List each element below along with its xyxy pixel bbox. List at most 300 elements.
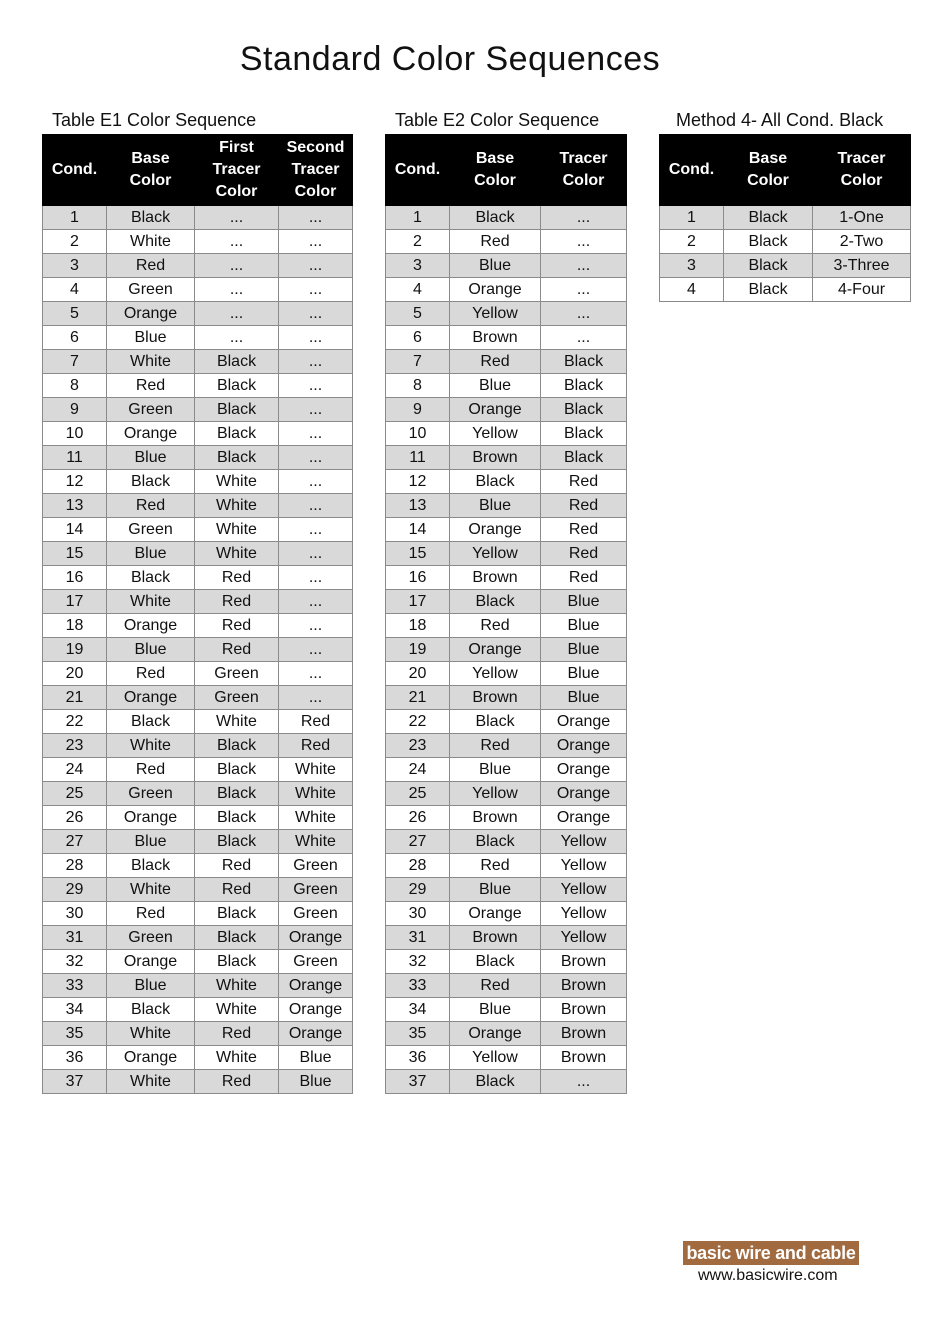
table-row: [43, 278, 353, 302]
table-cell: Green: [279, 878, 353, 902]
table-row: [43, 470, 353, 494]
table-cell: 22: [43, 710, 107, 734]
table-cell: ...: [279, 590, 353, 614]
table-cell: Red: [195, 1070, 279, 1094]
table-cell: Blue: [279, 1070, 353, 1094]
table-cell: Red: [450, 734, 541, 758]
table-cell: Blue: [541, 638, 627, 662]
table-cell: Blue: [450, 374, 541, 398]
table-e1-caption: Table E1 Color Sequence: [52, 110, 257, 130]
table-cell: 34: [43, 998, 107, 1022]
table-cell: 11: [386, 446, 450, 470]
table-cell: ...: [195, 254, 279, 278]
table-cell: Black: [724, 230, 813, 254]
table-cell: Blue: [541, 590, 627, 614]
table-cell: Black: [107, 710, 195, 734]
table-cell: Blue: [107, 974, 195, 998]
table-cell: Black: [541, 446, 627, 470]
table-cell: Black: [450, 1070, 541, 1094]
table-cell: ...: [195, 302, 279, 326]
table-cell: 26: [43, 806, 107, 830]
table-cell: ...: [279, 566, 353, 590]
table-cell: ...: [279, 230, 353, 254]
table-row: [43, 518, 353, 542]
table-cell: ...: [279, 278, 353, 302]
column-header: Second Tracer Color: [279, 135, 353, 206]
table-cell: Red: [541, 518, 627, 542]
table-row: [386, 326, 627, 350]
table-cell: 20: [43, 662, 107, 686]
table-cell: 14: [43, 518, 107, 542]
table-cell: ...: [279, 302, 353, 326]
table-cell: White: [279, 782, 353, 806]
table-cell: 9: [43, 398, 107, 422]
table-cell: Blue: [541, 686, 627, 710]
table-row: [386, 446, 627, 470]
table-row: [43, 638, 353, 662]
table-cell: Black: [195, 902, 279, 926]
table-cell: ...: [541, 206, 627, 230]
header-row: [386, 135, 627, 206]
table-cell: Blue: [279, 1046, 353, 1070]
table-cell: 12: [43, 470, 107, 494]
table-cell: Blue: [107, 638, 195, 662]
table-cell: Black: [450, 830, 541, 854]
table-row: [43, 566, 353, 590]
table-cell: 9: [386, 398, 450, 422]
table-cell: Black: [107, 566, 195, 590]
table-cell: White: [195, 542, 279, 566]
table-row: [43, 1022, 353, 1046]
table-row: [386, 902, 627, 926]
table-row: [386, 590, 627, 614]
table-cell: 28: [386, 854, 450, 878]
table-cell: Red: [107, 254, 195, 278]
table-cell: White: [195, 974, 279, 998]
table-cell: 33: [386, 974, 450, 998]
table-cell: ...: [279, 662, 353, 686]
table-cell: Orange: [279, 1022, 353, 1046]
table-cell: 4: [386, 278, 450, 302]
table-cell: ...: [279, 494, 353, 518]
table-row: [386, 230, 627, 254]
table-cell: 3: [386, 254, 450, 278]
table-cell: Red: [279, 710, 353, 734]
column-header: Cond.: [660, 135, 724, 206]
table-cell: Black: [107, 206, 195, 230]
table-row: [43, 374, 353, 398]
table-e1: [42, 134, 353, 1094]
table-cell: 35: [386, 1022, 450, 1046]
table-cell: ...: [279, 446, 353, 470]
table-row: [660, 254, 911, 278]
table-row: [43, 758, 353, 782]
table-cell: Black: [195, 398, 279, 422]
table-cell: White: [279, 806, 353, 830]
table-e2: [385, 134, 627, 1094]
table-cell: Green: [279, 950, 353, 974]
table-cell: 24: [386, 758, 450, 782]
table-cell: Black: [195, 734, 279, 758]
table-cell: Red: [195, 566, 279, 590]
table-row: [43, 1046, 353, 1070]
table-row: [386, 278, 627, 302]
table-cell: Red: [195, 638, 279, 662]
table-cell: Black: [195, 806, 279, 830]
table-row: [43, 302, 353, 326]
table-cell: Orange: [107, 614, 195, 638]
table-cell: White: [195, 494, 279, 518]
table-row: [386, 518, 627, 542]
table-cell: 7: [43, 350, 107, 374]
table-row: [386, 302, 627, 326]
table-cell: ...: [279, 518, 353, 542]
table-cell: White: [107, 590, 195, 614]
table-row: [660, 278, 911, 302]
table-cell: White: [195, 470, 279, 494]
table-cell: Brown: [541, 974, 627, 998]
table-cell: White: [107, 1070, 195, 1094]
table-cell: Orange: [107, 806, 195, 830]
table-cell: Red: [450, 854, 541, 878]
table-cell: ...: [279, 638, 353, 662]
table-cell: Orange: [541, 758, 627, 782]
table-cell: Orange: [279, 998, 353, 1022]
table-cell: Blue: [107, 542, 195, 566]
table-row: [386, 566, 627, 590]
table-cell: Red: [195, 1022, 279, 1046]
table-cell: ...: [195, 206, 279, 230]
table-cell: 25: [43, 782, 107, 806]
table-cell: Black: [107, 470, 195, 494]
table-cell: Orange: [279, 926, 353, 950]
table-cell: 17: [43, 590, 107, 614]
column-header: Base Color: [724, 135, 813, 206]
table-cell: 7: [386, 350, 450, 374]
table-row: [43, 998, 353, 1022]
table-cell: Blue: [450, 494, 541, 518]
table-row: [386, 782, 627, 806]
table-cell: Black: [107, 998, 195, 1022]
column-header: Base Color: [450, 135, 541, 206]
table-cell: ...: [279, 470, 353, 494]
table-cell: 15: [386, 542, 450, 566]
brand-logo: basic wire and cable: [683, 1241, 859, 1265]
table-cell: 29: [386, 878, 450, 902]
table-cell: Black: [195, 446, 279, 470]
table-cell: Black: [724, 278, 813, 302]
table-cell: Orange: [541, 710, 627, 734]
header-row: [660, 135, 911, 206]
table-cell: 6: [386, 326, 450, 350]
table-row: [43, 806, 353, 830]
table-cell: Orange: [450, 1022, 541, 1046]
table-cell: 31: [386, 926, 450, 950]
method4-caption: Method 4- All Cond. Black: [676, 110, 884, 130]
table-cell: ...: [541, 302, 627, 326]
table-cell: Blue: [107, 830, 195, 854]
table-cell: Green: [107, 278, 195, 302]
table-row: [43, 326, 353, 350]
table-cell: White: [107, 230, 195, 254]
table-cell: 17: [386, 590, 450, 614]
table-cell: Yellow: [450, 302, 541, 326]
table-row: [386, 686, 627, 710]
table-row: [386, 374, 627, 398]
table-cell: 28: [43, 854, 107, 878]
table-cell: Black: [450, 950, 541, 974]
table-cell: 21: [43, 686, 107, 710]
table-row: [386, 758, 627, 782]
table-row: [43, 254, 353, 278]
website-url[interactable]: www.basicwire.com: [698, 1267, 838, 1284]
table-cell: Orange: [450, 278, 541, 302]
table-cell: 23: [386, 734, 450, 758]
table-cell: White: [195, 710, 279, 734]
table-row: [43, 614, 353, 638]
table-cell: Red: [107, 902, 195, 926]
column-header: Tracer Color: [541, 135, 627, 206]
table-cell: 4: [660, 278, 724, 302]
table-row: [386, 734, 627, 758]
table-cell: Brown: [541, 950, 627, 974]
table-cell: 13: [43, 494, 107, 518]
table-cell: 35: [43, 1022, 107, 1046]
table-row: [43, 974, 353, 998]
table-cell: Red: [195, 614, 279, 638]
table-cell: Orange: [450, 902, 541, 926]
table-row: [386, 470, 627, 494]
table-method4: [659, 134, 911, 302]
table-cell: Brown: [450, 806, 541, 830]
table-cell: Orange: [450, 638, 541, 662]
table-cell: 4: [43, 278, 107, 302]
table-cell: Blue: [541, 614, 627, 638]
table-cell: 36: [386, 1046, 450, 1070]
table-cell: Blue: [450, 878, 541, 902]
table-cell: Black: [724, 206, 813, 230]
table-cell: 16: [386, 566, 450, 590]
table-cell: White: [195, 998, 279, 1022]
table-cell: Yellow: [450, 782, 541, 806]
table-cell: Blue: [107, 326, 195, 350]
table-cell: Brown: [541, 1046, 627, 1070]
table-cell: 18: [386, 614, 450, 638]
table-cell: Red: [541, 494, 627, 518]
table-row: [43, 950, 353, 974]
table-cell: Black: [541, 350, 627, 374]
table-cell: Brown: [450, 926, 541, 950]
table-cell: 23: [43, 734, 107, 758]
table-row: [43, 1070, 353, 1094]
table-row: [386, 1070, 627, 1094]
table-cell: Black: [195, 926, 279, 950]
table-row: [43, 878, 353, 902]
table-cell: Orange: [107, 422, 195, 446]
table-cell: 3-Three: [813, 254, 911, 278]
table-cell: White: [279, 758, 353, 782]
table-cell: 1-One: [813, 206, 911, 230]
table-cell: Green: [107, 518, 195, 542]
table-cell: Red: [279, 734, 353, 758]
table-cell: 37: [386, 1070, 450, 1094]
table-cell: Black: [450, 710, 541, 734]
table-row: [386, 638, 627, 662]
table-cell: 1: [660, 206, 724, 230]
header-row: [43, 135, 353, 206]
table-cell: 5: [43, 302, 107, 326]
table-cell: Black: [195, 758, 279, 782]
table-row: [43, 734, 353, 758]
table-cell: ...: [541, 1070, 627, 1094]
table-cell: Orange: [541, 734, 627, 758]
table-cell: Black: [107, 854, 195, 878]
table-cell: Yellow: [541, 854, 627, 878]
table-row: [386, 998, 627, 1022]
table-row: [43, 446, 353, 470]
table-cell: 5: [386, 302, 450, 326]
table-cell: Blue: [450, 998, 541, 1022]
table-cell: 33: [43, 974, 107, 998]
table-row: [43, 590, 353, 614]
table-cell: ...: [279, 326, 353, 350]
table-cell: Black: [195, 782, 279, 806]
table-cell: White: [107, 878, 195, 902]
table-row: [43, 398, 353, 422]
table-cell: ...: [279, 686, 353, 710]
table-cell: 12: [386, 470, 450, 494]
column-header: Tracer Color: [813, 135, 911, 206]
column-header: Cond.: [386, 135, 450, 206]
table-cell: ...: [279, 206, 353, 230]
table-cell: 22: [386, 710, 450, 734]
table-row: [386, 830, 627, 854]
table-row: [386, 614, 627, 638]
table-row: [386, 974, 627, 998]
table-row: [660, 206, 911, 230]
table-cell: Red: [450, 230, 541, 254]
table-row: [386, 710, 627, 734]
table-cell: 3: [660, 254, 724, 278]
table-row: [386, 350, 627, 374]
table-cell: 37: [43, 1070, 107, 1094]
table-cell: Orange: [107, 950, 195, 974]
table-cell: Blue: [107, 446, 195, 470]
table-cell: Blue: [450, 254, 541, 278]
table-cell: Blue: [541, 662, 627, 686]
table-cell: White: [107, 734, 195, 758]
table-cell: Orange: [107, 686, 195, 710]
table-cell: ...: [279, 614, 353, 638]
table-row: [43, 830, 353, 854]
table-cell: Brown: [450, 566, 541, 590]
table-cell: Brown: [450, 326, 541, 350]
table-cell: Yellow: [450, 422, 541, 446]
table-cell: Red: [195, 590, 279, 614]
table-cell: Red: [107, 374, 195, 398]
table-row: [386, 662, 627, 686]
table-cell: Yellow: [541, 902, 627, 926]
table-cell: ...: [195, 230, 279, 254]
table-cell: ...: [279, 254, 353, 278]
table-cell: 2: [43, 230, 107, 254]
table-cell: White: [107, 350, 195, 374]
table-cell: 18: [43, 614, 107, 638]
table-cell: Red: [541, 542, 627, 566]
table-cell: 1: [43, 206, 107, 230]
table-cell: Black: [541, 398, 627, 422]
table-row: [660, 230, 911, 254]
table-cell: Green: [279, 854, 353, 878]
table-cell: Red: [107, 494, 195, 518]
table-cell: ...: [541, 254, 627, 278]
table-row: [43, 230, 353, 254]
table-cell: Orange: [450, 398, 541, 422]
table-cell: 19: [386, 638, 450, 662]
table-cell: 32: [43, 950, 107, 974]
table-row: [386, 1022, 627, 1046]
table-cell: Red: [541, 470, 627, 494]
table-row: [386, 542, 627, 566]
table-cell: 8: [386, 374, 450, 398]
table-cell: 16: [43, 566, 107, 590]
table-cell: 27: [386, 830, 450, 854]
table-cell: Black: [541, 374, 627, 398]
table-row: [386, 1046, 627, 1070]
table-cell: Black: [195, 422, 279, 446]
table-cell: 2-Two: [813, 230, 911, 254]
table-cell: 10: [386, 422, 450, 446]
table-cell: Red: [450, 614, 541, 638]
table-cell: Black: [195, 950, 279, 974]
table-cell: Green: [279, 902, 353, 926]
table-row: [386, 950, 627, 974]
table-cell: 34: [386, 998, 450, 1022]
table-cell: 20: [386, 662, 450, 686]
table-row: [386, 494, 627, 518]
table-cell: ...: [279, 398, 353, 422]
table-cell: Yellow: [541, 926, 627, 950]
table-cell: Green: [195, 686, 279, 710]
table-row: [43, 350, 353, 374]
table-cell: White: [195, 1046, 279, 1070]
table-row: [43, 422, 353, 446]
table-cell: ...: [541, 326, 627, 350]
table-cell: Brown: [450, 686, 541, 710]
table-row: [43, 926, 353, 950]
table-cell: Orange: [107, 1046, 195, 1070]
table-cell: 10: [43, 422, 107, 446]
table-cell: Brown: [541, 1022, 627, 1046]
table-cell: 30: [386, 902, 450, 926]
table-cell: 36: [43, 1046, 107, 1070]
table-cell: Yellow: [541, 830, 627, 854]
table-cell: Red: [450, 974, 541, 998]
table-cell: White: [195, 518, 279, 542]
table-cell: 19: [43, 638, 107, 662]
table-cell: ...: [279, 542, 353, 566]
table-row: [43, 662, 353, 686]
table-cell: Orange: [279, 974, 353, 998]
table-row: [43, 854, 353, 878]
table-cell: 29: [43, 878, 107, 902]
table-row: [43, 902, 353, 926]
table-cell: ...: [279, 350, 353, 374]
table-row: [386, 806, 627, 830]
table-cell: Red: [450, 350, 541, 374]
table-cell: 2: [660, 230, 724, 254]
table-cell: 25: [386, 782, 450, 806]
